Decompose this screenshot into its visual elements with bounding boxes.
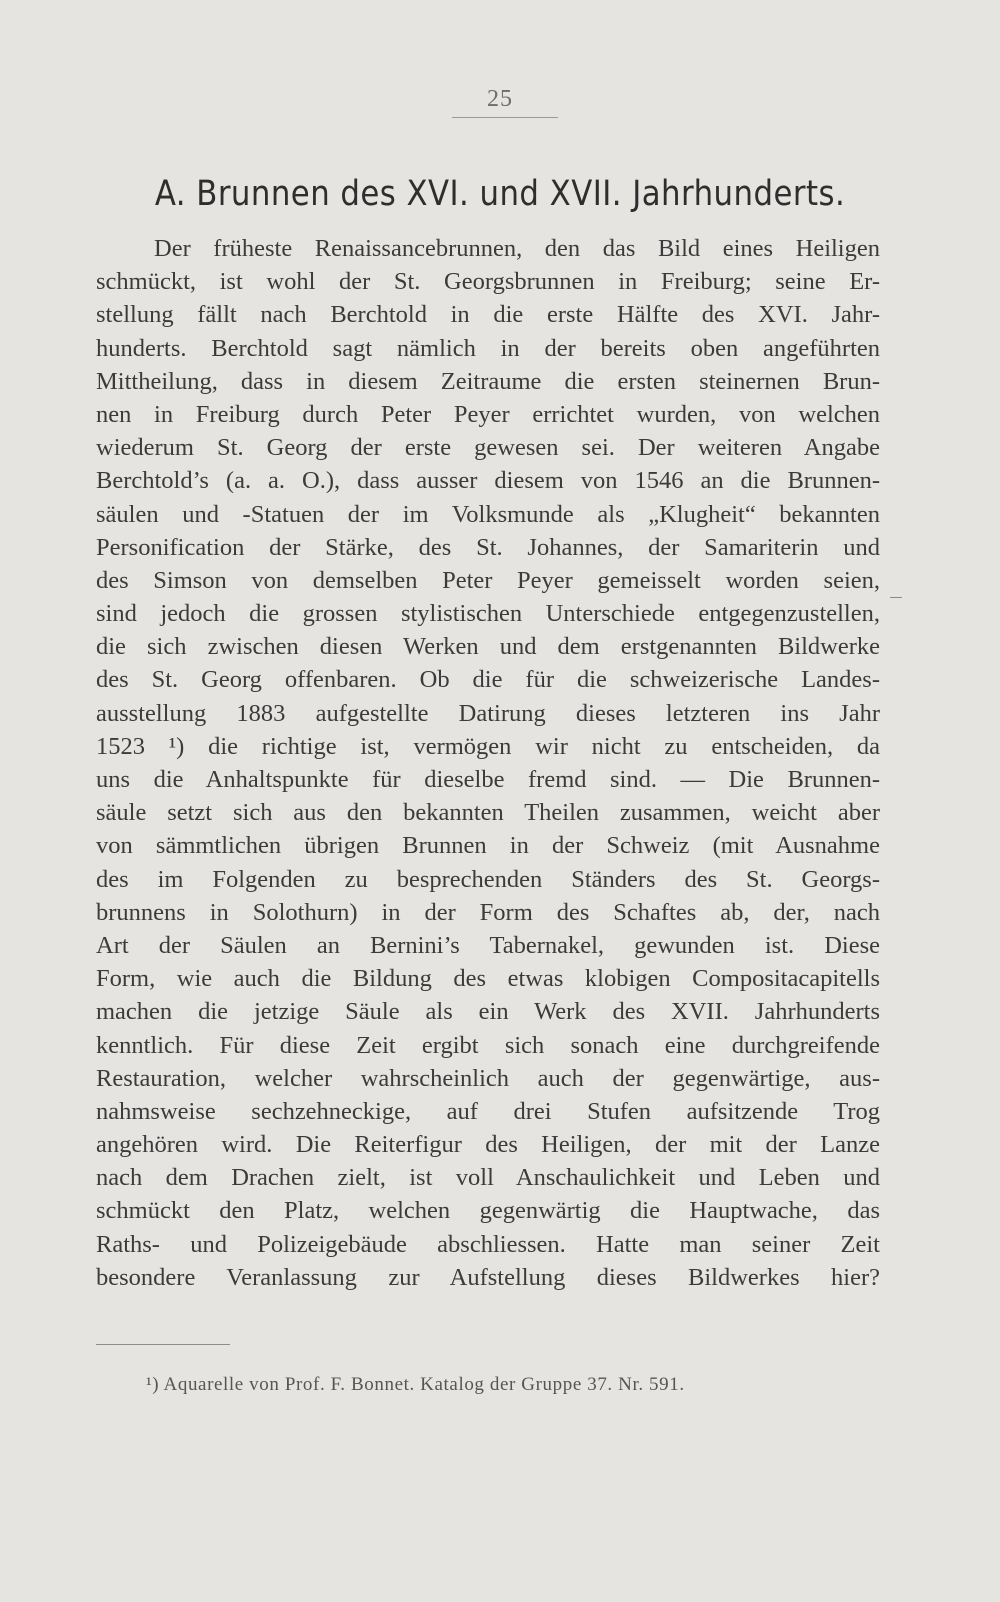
text-line: schmückt, ist wohl der St. Georgsbrunnen in Freiburg; seine Er- (96, 268, 880, 296)
text-line: von sämmtlichen übrigen Brunnen in der Schweiz (mit Ausnahme (96, 832, 880, 860)
text-line: säule setzt sich aus den bekannten Theilen zusammen, weicht aber (96, 799, 880, 827)
text-line: hunderts. Berchtold sagt nämlich in der bereits oben angeführten (96, 334, 880, 362)
text-line: Berchtold’s (a. a. O.), dass ausser diesem von 1546 an die Brunnen- (96, 467, 880, 495)
text-line: nen in Freiburg durch Peter Peyer errichtet wurden, von welchen (96, 400, 880, 428)
text-line: brunnens in Solothurn) in der Form des Schaftes ab, der, nach (96, 898, 880, 926)
text-line: machen die jetzige Säule als ein Werk des XVII. Jahrhunderts (96, 998, 880, 1026)
section-heading: A. Brunnen des XVI. und XVII. Jahrhunderts. (154, 174, 846, 214)
text-line: Restauration, welcher wahrscheinlich auch der gegenwärtige, aus- (96, 1064, 880, 1092)
text-line: stellung fällt nach Berchtold in die erste Hälfte des XVI. Jahr- (96, 301, 880, 329)
page-number-rule (452, 117, 558, 118)
page-number: 25 (487, 86, 513, 112)
text-line: säulen und -Statuen der im Volksmunde als „Klugheit“ bekannten (96, 500, 880, 528)
text-line: Der früheste Renaissancebrunnen, den das Bild eines Heiligen (154, 235, 880, 262)
text-line: besondere Veranlassung zur Aufstellung dieses Bildwerkes hier? (96, 1263, 880, 1291)
text-line: wiederum St. Georg der erste gewesen sei. Der weiteren Angabe (96, 434, 880, 462)
text-line: kenntlich. Für diese Zeit ergibt sich sonach eine durchgreifende (96, 1031, 880, 1059)
text-line: 1523 ¹) die richtige ist, vermögen wir nicht zu entscheiden, da (96, 732, 880, 760)
text-line: die sich zwischen diesen Werken und dem erstgenannten Bildwerke (96, 633, 880, 661)
footnote-rule (96, 1344, 230, 1345)
text-line: des im Folgenden zu besprechenden Ständers des St. Georgs- (96, 865, 880, 893)
text-line: Personification der Stärke, des St. Johannes, der Samariterin und (96, 533, 880, 561)
text-line: sind jedoch die grossen stylistischen Unterschiede entgegenzustellen, (96, 600, 880, 628)
text-line: Form, wie auch die Bildung des etwas klobigen Compositacapitells (96, 965, 880, 993)
text-line: angehören wird. Die Reiterfigur des Heiligen, der mit der Lanze (96, 1131, 880, 1159)
text-line: Art der Säulen an Bernini’s Tabernakel, gewunden ist. Diese (96, 931, 880, 959)
body-text (96, 232, 880, 1294)
text-line: uns die Anhaltspunkte für dieselbe fremd sind. — Die Brunnen- (96, 766, 880, 793)
text-line: des Simson von demselben Peter Peyer gemeisselt worden seien, (96, 566, 880, 594)
text-line: des St. Georg offenbaren. Ob die für die schweizerische Landes- (96, 666, 880, 694)
text-line: schmückt den Platz, welchen gegenwärtig die Hauptwache, das (96, 1197, 880, 1225)
text-line: Mittheilung, dass in diesem Zeitraume die ersten steinernen Brun- (96, 367, 880, 395)
text-line: nach dem Drachen zielt, ist voll Anschaulichkeit und Leben und (96, 1164, 880, 1192)
footnote: ¹) Aquarelle von Prof. F. Bonnet. Katalog der Gruppe 37. Nr. 591. (146, 1374, 685, 1395)
margin-mark (890, 597, 902, 598)
text-line: ausstellung 1883 aufgestellte Datirung dieses letzteren ins Jahr (96, 699, 880, 727)
text-line: Raths- und Polizeigebäude abschliessen. Hatte man seiner Zeit (96, 1230, 880, 1258)
text-line: nahmsweise sechzehneckige, auf drei Stufen aufsitzende Trog (96, 1097, 880, 1125)
